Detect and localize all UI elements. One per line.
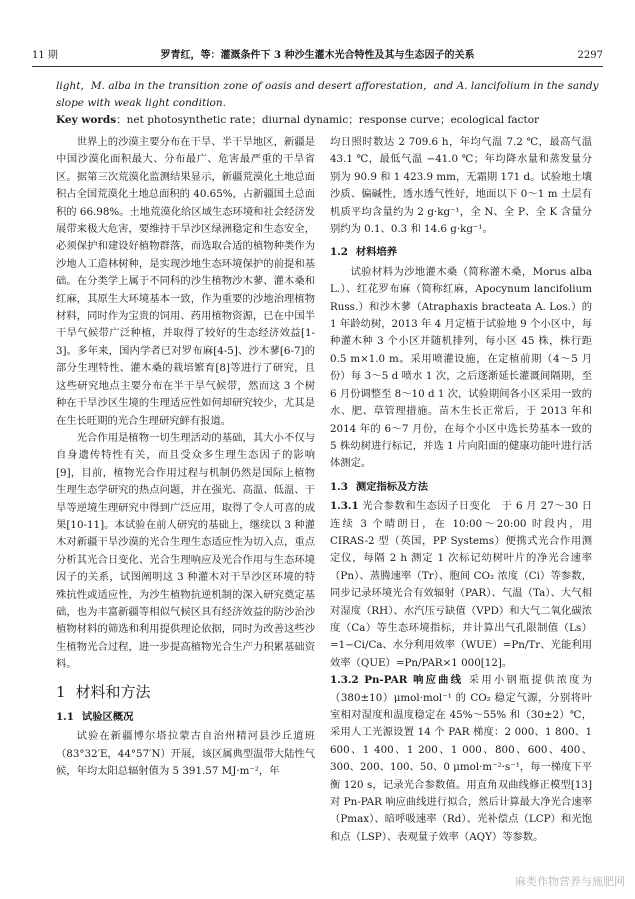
subsection-1-3-2-text: 采用小钢瓶提供浓度为（380±10）μmol·mol⁻¹ 的 CO₂ 稳定气源，分别将叶室相对湿度和温度稳定在 45%～55% 和（30±2）℃，采用人工光源设置 14 个 PAR 梯度：2 000、1 800、1 600、1 400、1 200、1 000、800、600、400、300、200、100、50、0 μmol·m⁻²·s⁻¹，每一梯度下平衡 120 s，记录光合参数值。用直角双曲线修正模型[13]对 Pn-PAR 响应曲线进行拟合，然后计算最大净光合速率（Pmax）、暗呼吸速率（Rd）、光补偿点（LCP）和光饱和点（LSP）、表观量子效率（AQY）等参数。 [330,674,592,843]
page-number: 2297 [577,50,603,61]
subsection-1-3-1-paragraph [330,498,592,672]
site-watermark: 麻类作物营养与施肥网 [515,875,625,888]
subsection-1-3-1-text: 光合参数和生态因子日变化 于 6 月 27～30 日连续 3 个晴朗日，在 10:00～20:00 时段内，用 CIRAS-2 型（英国，PP Systems）便携式光合作用测定仪，每隔 2 h 测定 1 次标记幼树叶片的净光合速率（Pn）、蒸腾速率（Tr）、胞间 CO₂ 浓度（Ci）等参数，同步记录环境光合有效辐射（PAR）、气温（Ta）、大气相对湿度（RH）、水汽压亏缺值（VPD）和大气二氧化碳浓度（Ca）等生态环境指标，并计算出气孔限制值（Ls）=1−Ci/Ca、水分利用效率（WUE）=Pn/Tr、光能利用效率（QUE）=Pn/PAR×1 000[12]。 [330,500,592,669]
subsection-1-3-2-paragraph [330,672,592,846]
keywords-line [56,112,603,129]
subsection-1-3-number: 1.3 [330,480,348,493]
keywords-label: Key words [56,114,117,126]
header-rule [32,66,603,67]
issue-number: 11 期 [32,50,58,61]
subsection-1-1-paragraph: 试验在新疆博尔塔拉蒙古自治州精河县沙丘道班（83°32′E，44°57′N）开展，该区属典型温带大陆性气候，年均太阳总辐射值为 5 391.57 MJ·m⁻²，年 [56,730,315,778]
section-1-title: 材料和方法 [75,682,151,701]
keywords-text: ：net photosynthetic rate；diurnal dynamic；response curve；ecological factor [116,114,540,126]
subsection-1-2-paragraph: 试验材料为沙地灌木桑（简称灌木桑，Morus alba L.）、红花罗布麻（简称红麻，Apocynum lancifolium Russ.）和沙木蓼（Atraphaxis bracteata A. Los.）的 1 年龄幼树，2013 年 4 月定植于试验地 9 个小区中，每种灌木种 3 个小区并随机排列，每小区 45 株，株行距 0.5 m×1.0 m。采用喷灌设施，在定植前期（4～5 月份）每 3～5 d 喷水 1 次，之后逐渐延长灌溉间隔期，至 6 月份调整至 8～10 d 1 次，试验期间各小区采用一致的水、肥、草管理措施。苗木生长正常后，于 2013 年和 2014 年的 6～7 月份，在每个小区中选长势基本一致的 5 株幼树进行标记，并选 1 片向阳面的健康功能叶进行活体测定。 [330,265,592,470]
intro-paragraph-2: 光合作用是植物一切生理活动的基础，其大小不仅与自身遗传特性有关，而且受众多生理生态因子的影响[9]，目前，植物光合作用过程与机制仍然是国际上植物生理生态学研究的热点问题，并在强光、高温、低温、干旱等逆境生理研究中得到广泛应用，取得了令人可喜的成果[10-11]。本试验在前人研究的基础上，继续以 3 种灌木对新疆干旱沙漠的光合生理生态适应性为切入点，重点分析其光合日变化、光合生理响应及光合作用与生态环境因子的关系，试图阐明这 3 种灌木对干旱沙区环境的特殊抗性或适应性，为沙生植物抗逆机制的深入研究奠定基础，也为丰富新疆等相似气候区具有经济效益的防沙治沙植物材料的筛选和利用提供理论依据，同时为改善这些沙生植物光合过程，进一步提高植物光合生产力积累基础资料。 [56,431,315,671]
subsection-1-1-continued: 均日照时数达 2 709.6 h，年均气温 7.2 ℃，最高气温 43.1 ℃，最低气温 −41.0 ℃；年均降水量和蒸发量分别为 90.9 和 1 423.9 mm，无霜期 171 d。试验地土壤沙质、偏碱性，透水透气性好，地面以下 0～1 m 土层有机质平均含量约为 2 g·kg⁻¹，全 N、全 P、全 K 含量分别约为 0.1、0.3 和 14.6 g·kg⁻¹。 [330,136,592,236]
abstract-tail [56,78,603,129]
subsection-1-2-number: 1.2 [330,246,348,259]
subsection-1-1-heading [56,709,315,726]
subsection-1-2-heading [330,244,592,261]
subsection-1-3-2-label: Pn-PAR 响应曲线 [364,674,464,687]
subsection-1-2-title: 材料培养 [355,246,398,259]
subsection-1-3-2-number: 1.3.2 [330,674,359,687]
subsection-1-3-heading [330,479,592,496]
subsection-1-3-title: 测定指标及方法 [355,480,428,493]
abstract-english-text: light，M. alba in the transition zone of oasis and desert afforestation，and A. lancifolium in the sandy slope with weak light condition. [56,80,599,109]
intro-paragraph-1: 世界上的沙漠主要分布在干旱、半干旱地区，新疆是中国沙漠化面积最大、分布最广、危害最严重的干旱省区。据第三次荒漠化监测结果显示，新疆荒漠化土地总面积占全国荒漠化土地总面积的 40.65%，占新疆国土总面积的 66.98%。土地荒漠化给区域生态环境和社会经济发展带来极大危害，要维持干旱沙区绿洲稳定和生态安全，必须保护和建设好植物群落，而选取合适的植物种类作为沙地人工造林树种，是实现沙地生态环境保护的前提和基础。在分类学上属于不同科的沙生植物沙木蓼、灌木桑和红麻，其原生大环境基本一致，作为重要的沙地治理植物材料，同时作为宝贵的饲用、药用植物资源，已在中国半干旱气候带广泛种植，并取得了较好的生态经济效益[1-3]。多年来，国内学者已对罗布麻[4-5]、沙木蓼[6-7]的部分生理特性、灌木桑的栽培繁育[8]等进行了研究，且这些研究地点主要分布在半干旱气候带，然而这 3 个树种在干旱沙区生境的生理适应性如何却研究较少，尤其是在生长旺期的光合生理研究鲜有报道。 [56,136,315,427]
left-column [56,134,315,781]
section-1-heading [56,684,315,701]
right-column [330,134,592,846]
subsection-1-1-title: 试验区概况 [81,711,134,723]
subsection-1-1-number: 1.1 [56,711,74,723]
subsection-1-3-1-number: 1.3.1 [330,500,359,513]
section-1-number: 1 [56,682,66,701]
running-header [32,48,603,64]
running-title: 罗青红，等：灌溉条件下 3 种沙生灌木光合特性及其与生态因子的关系 [160,50,475,61]
